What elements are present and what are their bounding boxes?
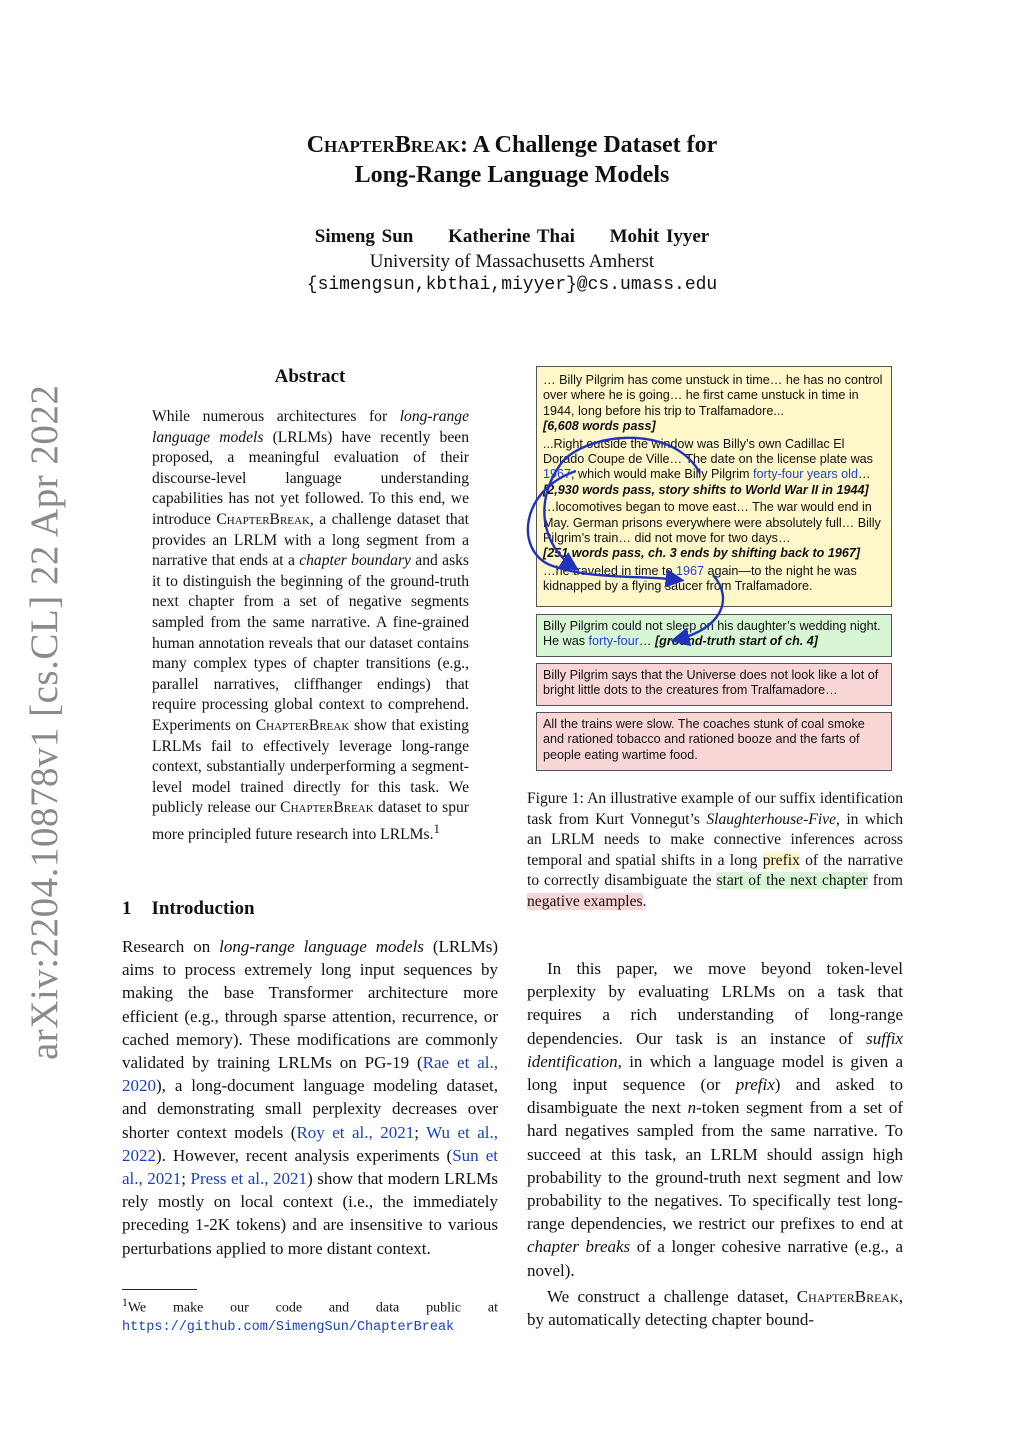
body-text: -token segment from a set of hard negatives sampled from the same narrative. To succeed at this task, an LRLM should assign high probability to the ground-truth next segment and low probability to the negatives. To specifically test long-range dependencies, we restrict our prefixes to end at bbox=[527, 1098, 903, 1234]
figure-negative-box: Billy Pilgrim says that the Universe does not look like a lot of bright little dots to the creatures from Tralfamadore… bbox=[536, 663, 892, 706]
citation-link[interactable]: Wu et al., 2022 bbox=[122, 1122, 498, 1165]
figure-arrows bbox=[520, 440, 740, 650]
highlight-year: 1967 bbox=[676, 563, 705, 578]
title-dataset-name: ChapterBreak bbox=[306, 132, 460, 158]
body-text: ) and asked to disambiguate the next bbox=[527, 1075, 904, 1118]
footnote-url-link[interactable]: https://github.com/SimengSun/ChapterBreak bbox=[122, 1319, 455, 1335]
body-text: ; bbox=[414, 1122, 427, 1142]
caption-text: from bbox=[867, 872, 904, 890]
body-text: ), a long-document language modeling dataset, and demonstrating small perplexity decreases over shorter context models ( bbox=[122, 1076, 498, 1142]
abstract-text: and asks it to distinguish the beginning of the ground-truth next chapter from a set of negative segments sampled from the same narrative. A fine-grained human annotation reveals that our dataset contains many complex types of chapter transitions (e.g., parallel narratives, cliffhanger endings) that require processing global context to comprehend. Experiments on bbox=[152, 552, 470, 734]
body-emph: suffix identification bbox=[527, 1028, 903, 1071]
author-3: Mohit Iyyer bbox=[609, 226, 710, 247]
author-1: Simeng Sun bbox=[314, 226, 414, 247]
affiliation: University of Massachusetts Amherst bbox=[369, 251, 655, 272]
segment-text: ...Right outside the window was Billy’s own Cadillac El Dorado Coupe de Ville… The date on the license plate was bbox=[543, 436, 873, 467]
abstract-text: (LRLMs) have recently been proposed, a meaningful evaluation of their discourse-level language understanding capabilities has not yet followed. To this end, we introduce bbox=[152, 428, 469, 528]
highlight-year: 1967 bbox=[543, 467, 572, 482]
footnote bbox=[122, 1294, 498, 1337]
citation-link[interactable]: Roy et al., 2021 bbox=[296, 1122, 415, 1142]
prefix-segment bbox=[543, 373, 885, 435]
abstract-text: , a challenge dataset that provides an LRLM with a long segment from a narrative that ends at a bbox=[152, 510, 469, 570]
abstract-text: show that existing LRLMs fail to effectively leverage long-range context, substantially underperforming a segment-level model trained directly for this task. We publicly release our bbox=[152, 716, 469, 817]
caption-text: , in which an LRLM needs to make connective inferences across temporal and spatial shifts in a long bbox=[527, 810, 904, 869]
gold-marker: [ground-truth start of ch. 4] bbox=[654, 634, 818, 649]
arrow-age-to-age bbox=[544, 438, 700, 568]
citation-link[interactable]: Press et al., 2021 bbox=[190, 1169, 308, 1189]
paper-title bbox=[200, 130, 824, 190]
body-emph: chapter breaks bbox=[527, 1237, 631, 1257]
arrow-1967-to-1967 bbox=[528, 471, 680, 580]
citation-link[interactable]: Sun et al., 2021 bbox=[122, 1145, 498, 1189]
body-text: ; bbox=[181, 1169, 191, 1189]
caption-text: An illustrative example of our suffix identification task from Kurt Vonnegut’s bbox=[527, 790, 903, 828]
footnote-text: We make our code and data public at bbox=[127, 1300, 498, 1316]
body-text: We construct a challenge dataset, bbox=[547, 1287, 797, 1306]
author-emails: {simengsun,kbthai,miyyer}@cs.umass.edu bbox=[306, 275, 718, 295]
body-text: , in which a language model is given a long input sequence (or bbox=[527, 1051, 903, 1095]
highlight-age: forty-four years old bbox=[753, 467, 858, 482]
title-line1-rest: : A Challenge Dataset for bbox=[460, 132, 718, 158]
dataset-name: ChapterBreak bbox=[796, 1287, 899, 1306]
abstract-text: While numerous architectures for bbox=[152, 408, 400, 425]
gold-text: Billy Pilgrim could not sleep on his daughter’s wedding night. He was bbox=[543, 619, 881, 649]
abstract-text: dataset to spur more principled future research into LRLMs. bbox=[152, 799, 469, 844]
arxiv-identifier-stamp: arXiv:2204.10878v1 [cs.CL] 22 Apr 2022 bbox=[23, 384, 66, 1060]
body-text: of a longer cohesive narrative (e.g., a novel). bbox=[527, 1237, 903, 1280]
segment-text: … bbox=[858, 467, 871, 482]
figure-caption bbox=[527, 789, 903, 913]
caption-label: Figure 1: bbox=[527, 790, 584, 807]
gold-text: … bbox=[638, 634, 655, 649]
footnote-marker[interactable]: 1 bbox=[433, 820, 440, 836]
caption-text: of the narrative to correctly disambiguate the bbox=[527, 851, 903, 890]
section-number: 1 bbox=[122, 898, 132, 919]
abstract-emph: long-range language models bbox=[152, 408, 469, 446]
body-text: ). However, recent analysis experiments ( bbox=[156, 1145, 453, 1165]
body-text: Research on bbox=[122, 937, 220, 956]
caption-highlight-negative: negative examples bbox=[527, 892, 643, 910]
author-2: Katherine Thai bbox=[448, 226, 575, 247]
figure-negative-box: All the trains were slow. The coaches stunk of coal smoke and rationed tobacco and rationed booze and the farts of people eating wartime food. bbox=[536, 712, 892, 771]
abstract-emph: chapter boundary bbox=[299, 552, 411, 570]
body-paragraph bbox=[527, 957, 903, 1282]
highlight-age: forty-four bbox=[588, 634, 639, 649]
segment-text: …locomotives began to move east… The war would end in May. German prisons everywhere were absolutely full… Billy Pilgrim’s train… did not move for two days… bbox=[543, 500, 881, 546]
section-title: Introduction bbox=[151, 898, 255, 919]
dataset-name: ChapterBreak bbox=[255, 716, 350, 734]
footnote-mark: 1 bbox=[122, 1296, 128, 1309]
body-text: In this paper, we move beyond token-level perplexity by evaluating LRLMs on a task that requires a rich understanding of long-range dependencies. Our task is an instance of bbox=[527, 959, 903, 1048]
caption-emph: Slaughterhouse-Five bbox=[706, 810, 836, 828]
dataset-name: ChapterBreak bbox=[280, 799, 374, 817]
segment-marker: [6,608 words pass] bbox=[543, 419, 656, 434]
abstract-heading: Abstract bbox=[274, 366, 346, 387]
arrow-to-ground-truth bbox=[675, 575, 723, 640]
caption-text: . bbox=[642, 892, 647, 910]
segment-text: … Billy Pilgrim has come unstuck in time… he has no control over where he is going… he first came unstuck in time in 1944, long before his trip to Tralfamadore... bbox=[543, 373, 883, 418]
citation-link[interactable]: Rae et al., 2020 bbox=[122, 1053, 499, 1096]
segment-text: …he traveled in time to bbox=[543, 563, 676, 578]
intro-paragraph bbox=[122, 935, 498, 1260]
body-emph: prefix bbox=[735, 1075, 775, 1095]
footnote-rule bbox=[122, 1289, 197, 1290]
segment-text: again—to the night he was kidnapped by a flying saucer from Tralfamadore. bbox=[543, 563, 857, 594]
segment-text: , which would make Billy Pilgrim bbox=[571, 467, 753, 482]
dataset-name: ChapterBreak bbox=[216, 510, 310, 528]
section-heading-introduction bbox=[122, 898, 255, 920]
title-line2: Long-Range Language Models bbox=[354, 162, 670, 188]
body-text: (LRLMs) aims to process extremely long input sequences by making the base Transformer architecture more efficient (e.g., through sparse attention, recurrence, or cached memory). These modifications are commonly validated by training LRLMs on PG-19 ( bbox=[122, 937, 498, 1073]
body-emph: long-range language models bbox=[219, 937, 424, 956]
segment-marker: [251 words pass, ch. 3 ends by shifting back to 1967] bbox=[543, 546, 861, 561]
body-text: ) show that modern LRLMs rely mostly on local context (i.e., the immediately preceding 1-2K tokens) and are insensitive to various perturbations applied to more distant context. bbox=[122, 1169, 498, 1258]
segment-marker: [2,930 words pass, story shifts to World War II in 1944] bbox=[543, 482, 869, 497]
caption-highlight-prefix: prefix bbox=[762, 851, 800, 869]
author-list bbox=[200, 226, 824, 248]
body-paragraph bbox=[527, 1285, 903, 1331]
math-n: n bbox=[687, 1098, 697, 1118]
caption-highlight-gold: start of the next chapter bbox=[716, 872, 868, 890]
abstract-body bbox=[152, 407, 469, 846]
body-text: , by automatically detecting chapter bound- bbox=[527, 1287, 903, 1330]
